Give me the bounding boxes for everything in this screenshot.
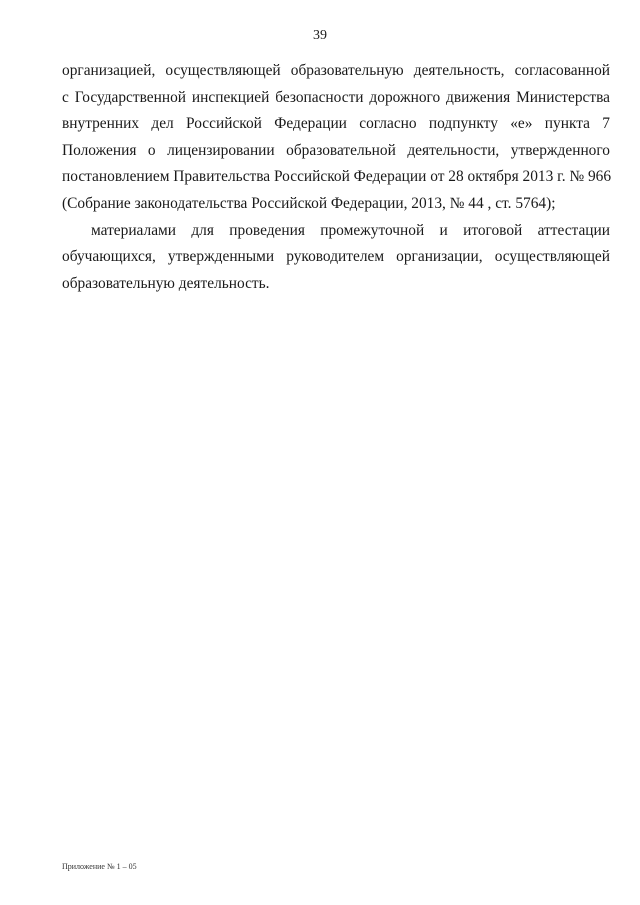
text-line: внутренних дел Российской Федерации согласно подпункту «е» пункта 7 [62, 115, 610, 133]
text-line: постановлением Правительства Российской Федерации от 28 октября 2013 г. № 966 [62, 168, 612, 186]
text-line: с Государственной инспекцией безопасности дорожного движения Министерства [62, 88, 610, 106]
text-line: обучающихся, утвержденными руководителем организации, осуществляющей [62, 248, 610, 266]
footer-note: Приложение № 1 – 05 [62, 862, 137, 871]
text-line: материалами для проведения промежуточной и итоговой аттестации [91, 221, 610, 239]
text-line: образовательную деятельность. [62, 274, 270, 292]
paragraph-materials [62, 218, 610, 298]
text-line: организацией, осуществляющей образовательную деятельность, согласованной [62, 62, 610, 79]
text-line: Положения о лицензировании образовательной деятельности, утвержденного [62, 141, 610, 159]
page-number: 39 [313, 28, 327, 43]
document-body [62, 58, 610, 297]
paragraph-continuation [62, 58, 610, 218]
text-line: (Собрание законодательства Российской Федерации, 2013, № 44 , ст. 5764); [62, 194, 556, 212]
